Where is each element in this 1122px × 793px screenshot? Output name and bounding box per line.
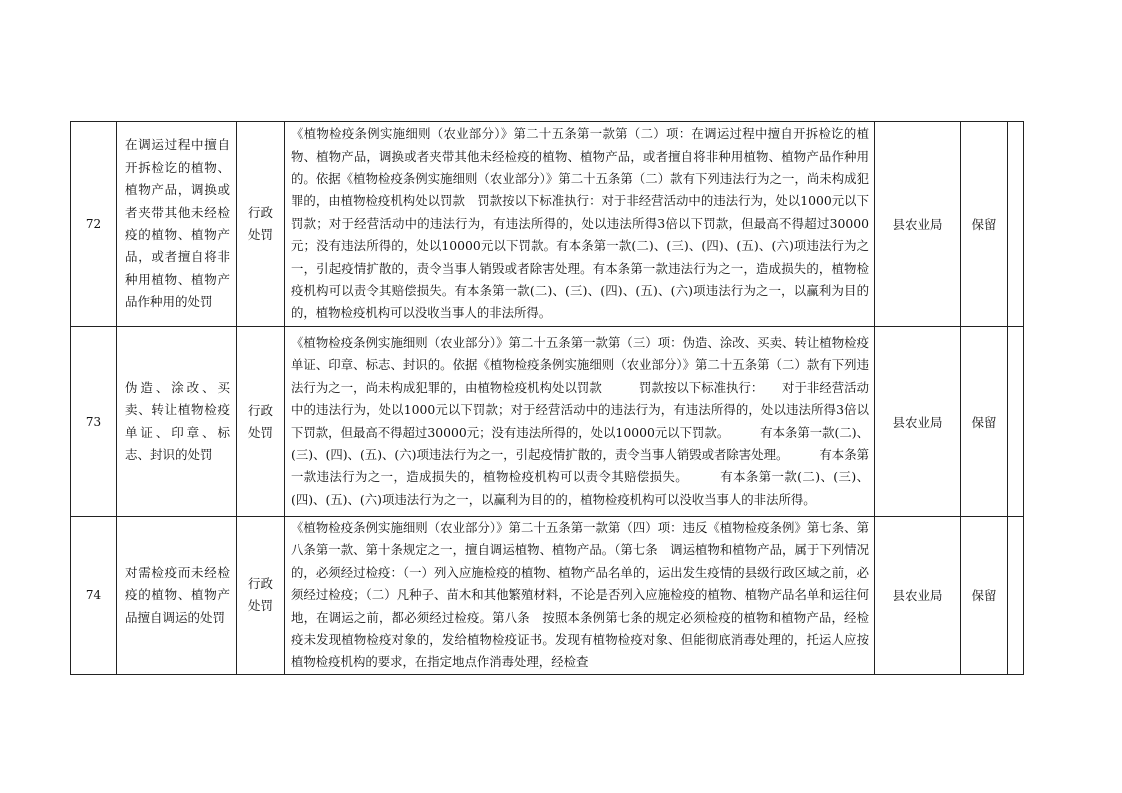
note-cell: [1008, 122, 1024, 327]
item-type: 行政处罚: [237, 517, 285, 675]
status: 保留: [961, 122, 1008, 327]
table-row: [71, 327, 1024, 517]
table-row: [71, 122, 1024, 327]
row-number: 73: [71, 327, 117, 517]
note-cell: [1008, 327, 1024, 517]
row-number: 74: [71, 517, 117, 675]
status: 保留: [961, 327, 1008, 517]
department: 县农业局: [875, 122, 961, 327]
note-cell: [1008, 517, 1024, 675]
department: 县农业局: [875, 327, 961, 517]
row-number: 72: [71, 122, 117, 327]
item-type: 行政处罚: [237, 327, 285, 517]
department: 县农业局: [875, 517, 961, 675]
item-name: 在调运过程中擅自开拆检讫的植物、植物产品，调换或者夹带其他未经检疫的植物、植物产品，或者擅自将非种用植物、植物产品作种用的处罚: [117, 122, 237, 327]
table-row: [71, 517, 1024, 675]
legal-basis: 《植物检疫条例实施细则（农业部分）》第二十五条第一款第（三）项：伪造、涂改、买卖、转让植物检疫单证、印章、标志、封识的。依据《植物检疫条例实施细则（农业部分）》第二十五条第（二）款有下列违法行为之一，尚未构成犯罪的，由植物检疫机构处以罚款 罚款按以下标准执行： 对于非经营活动中的违法行为，处以1000元以下罚款；对于经营活动中的违法行为，有违法所得的，处以违法所得3倍以下罚款，但最高不得超过30000元；没有违法所得的，处以10000元以下罚款。 有本条第一款(二)、(三)、(四)、(五)、(六)项违法行为之一，引起疫情扩散的，责令当事人销毁或者除害处理。 有本条第一款违法行为之一，造成损失的，植物检疫机构可以责令其赔偿损失。 有本条第一款(二)、(三)、(四)、(五)、(六)项违法行为之一，以赢利为目的的，植物检疫机构可以没收当事人的非法所得。: [285, 327, 875, 517]
item-name: 对需检疫而未经检疫的植物、植物产品擅自调运的处罚: [117, 517, 237, 675]
item-type: 行政处罚: [237, 122, 285, 327]
item-name: 伪造、涂改、买卖、转让植物检疫单证、印章、标志、封识的处罚: [117, 327, 237, 517]
status: 保留: [961, 517, 1008, 675]
legal-basis: 《植物检疫条例实施细则（农业部分）》第二十五条第一款第（四）项：违反《植物检疫条例》第七条、第八条第一款、第十条规定之一，擅自调运植物、植物产品。（第七条 调运植物和植物产品，属于下列情况的，必须经过检疫：（一）列入应施检疫的植物、植物产品名单的，运出发生疫情的县级行政区域之前，必须经过检疫；（二）凡种子、苗木和其他繁殖材料，不论是否列入应施检疫的植物、植物产品名单和运往何地，在调运之前，都必须经过检疫。第八条 按照本条例第七条的规定必须检疫的植物和植物产品，经检疫未发现植物检疫对象的，发给植物检疫证书。发现有植物检疫对象、但能彻底消毒处理的，托运人应按植物检疫机构的要求，在指定地点作消毒处理，经检查: [285, 517, 875, 675]
legal-basis: 《植物检疫条例实施细则（农业部分）》第二十五条第一款第（二）项：在调运过程中擅自开拆检讫的植物、植物产品，调换或者夹带其他未经检疫的植物、植物产品，或者擅自将非种用植物、植物产品作种用的。依据《植物检疫条例实施细则（农业部分）》第二十五条第（二）款有下列违法行为之一，尚未构成犯罪的，由植物检疫机构处以罚款 罚款按以下标准执行：对于非经营活动中的违法行为，处以1000元以下罚款；对于经营活动中的违法行为，有违法所得的，处以违法所得3倍以下罚款，但最高不得超过30000元；没有违法所得的，处以10000元以下罚款。有本条第一款(二)、(三)、(四)、(五)、(六)项违法行为之一，引起疫情扩散的，责令当事人销毁或者除害处理。有本条第一款违法行为之一，造成损失的，植物检疫机构可以责令其赔偿损失。有本条第一款(二)、(三)、(四)、(五)、(六)项违法行为之一，以赢利为目的的，植物检疫机构可以没收当事人的非法所得。: [285, 122, 875, 327]
regulation-table: [70, 121, 1024, 675]
